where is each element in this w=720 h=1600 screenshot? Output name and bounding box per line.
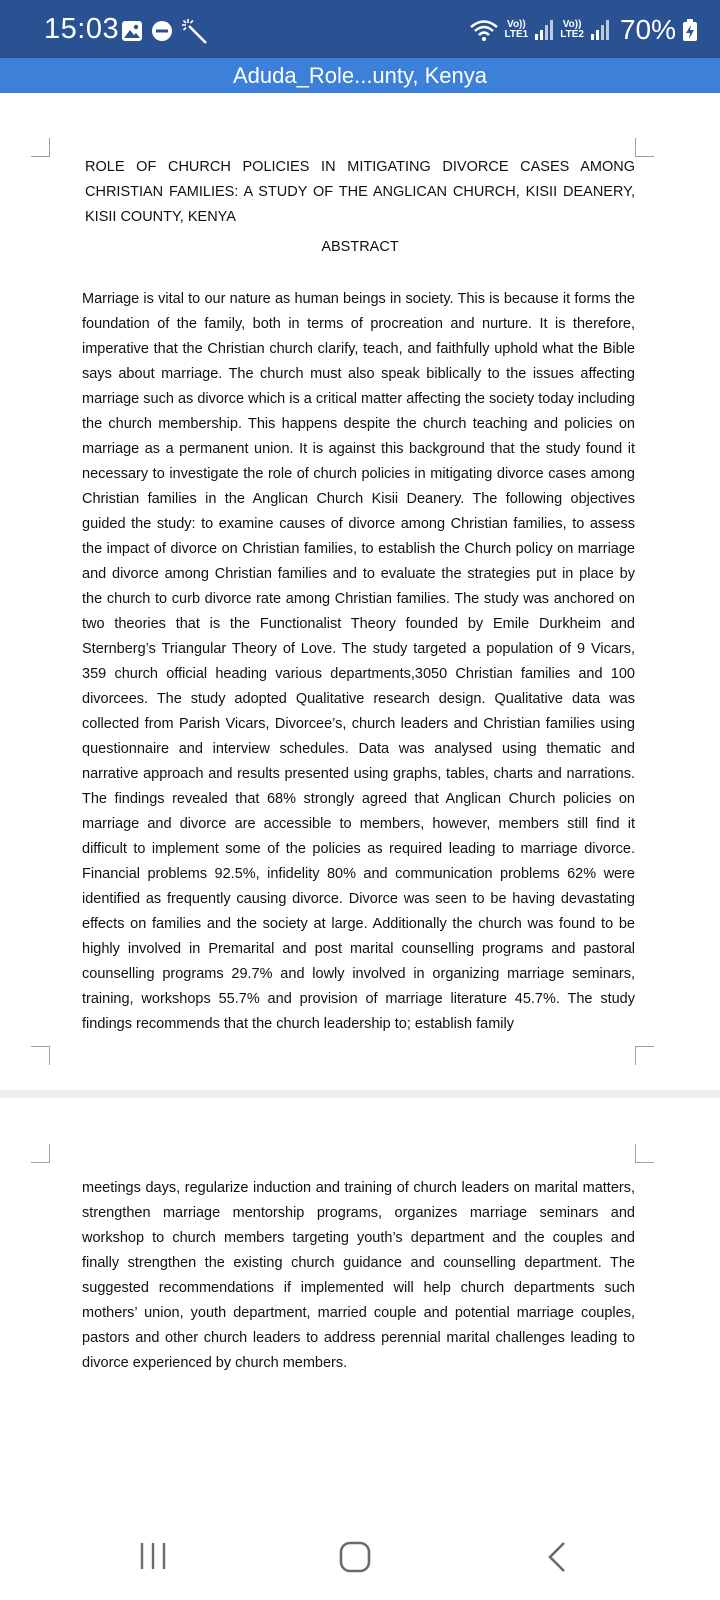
network-label-1: Vo)) LTE1 [504,19,529,40]
file-name: Aduda_Role...unty, Kenya [233,63,487,88]
crop-mark-top-right [635,138,654,157]
status-time: 15:03 [44,13,120,45]
gallery-icon [121,20,143,42]
document-page-2[interactable] [0,1098,720,1520]
do-not-disturb-icon [151,20,173,42]
status-bar [0,0,720,58]
abstract-heading: ABSTRACT [321,239,399,255]
signal-icon [534,19,554,41]
network-label-2: Vo)) LTE2 [560,19,584,40]
crop-mark-bottom-right [635,1046,654,1065]
home-icon[interactable] [338,1540,372,1574]
notification-icons [121,18,209,44]
document-title: ROLE OF CHURCH POLICIES IN MITIGATING DIVORCE CASES AMONG CHRISTIAN FAMILIES: A STUDY OF THE ANGLICAN CHURCH, KISII DEANERY, KISII COUNTY, KENYA [85,159,635,225]
battery-charging-icon [682,18,698,42]
crop-mark-top-right [635,1144,654,1163]
back-icon[interactable] [546,1540,570,1574]
navigation-bar [0,1520,720,1600]
crop-mark-top-left [31,138,50,157]
status-right [469,14,698,46]
crop-mark-top-left [31,1144,50,1163]
document-title-bar[interactable] [0,58,720,93]
page-separator [0,1090,720,1098]
signal-icon [590,19,610,41]
document-page-1[interactable] [0,93,720,1090]
abstract-paragraph-page-1: Marriage is vital to our nature as human beings in society. This is because it forms the foundation of the family, both in terms of procreation and nurture. It is therefore, imperative that the Christian church clarify, teach, and faithfully uphold what the Bible says about marriage. The church must also speak biblically to the issues affecting marriage such as divorce which is a critical matter affecting the society today including the church membership. This happens despite the church teaching and policies on marriage as a permanent union. It is against this background that the study found it necessary to investigate the role of church policies in mitigating divorce cases among Christian families in the Anglican Church Kisii Deanery. The following objectives guided the study: to examine causes of divorce among Christian families, to assess the impact of divorce on Christian families, to establish the Church policy on marriage and divorce among Christian families and to evaluate the strategies put in place by the church to curb divorce rate among Christian families. The study was anchored on two theories that is the Functionalist Theory founded by Emile Durkheim and Sternberg’s Triangular Theory of Love. The study targeted a population of 9 Vicars, 359 church official heading various departments,3050 Christian families and 100 divorcees. The study adopted Qualitative research design. Qualitative data was collected from Parish Vicars, Divorcee’s, church leaders and Christian families using questionnaire and interview schedules. Data was analysed using thematic and narrative approach and results presented using graphs, tables, charts and narrations. The findings revealed that 68% strongly agreed that Anglican Church policies on marriage and divorce are accessible to members, however, members still find it difficult to implement some of the policies as required leading to marriage divorce. Financial problems 92.5%, infidelity 80% and communication problems 62% were identified as frequently causing divorce. Divorce was seen to be having devastating effects on families and the society at large. Additionally the church was found to be highly involved in Premarital and post marital counselling programs and pastoral counselling programs 29.7% and lowly involved in organizing marriage seminars, training, workshops 55.7% and provision of marriage literature 45.7%. The study findings recommends that the church leadership to; establish family [82,291,635,1032]
battery-percent: 70% [619,14,676,45]
wifi-icon [469,18,499,42]
magic-wand-icon [181,18,209,44]
crop-mark-bottom-left [31,1046,50,1065]
recent-apps-icon[interactable] [138,1540,170,1572]
abstract-paragraph-page-2: meetings days, regularize induction and training of church leaders on marital matters, strengthen marriage mentorship programs, organizes marriage seminars and workshop to church members targeting youth’s department and the couples and finally strengthen the existing church guidance and counselling department. The suggested recommendations if implemented will help church departments such mothers’ union, youth department, married couple and potential marriage couples, pastors and other church leaders to address perennial marital challenges leading to divorce experienced by church members. [82,1180,635,1371]
